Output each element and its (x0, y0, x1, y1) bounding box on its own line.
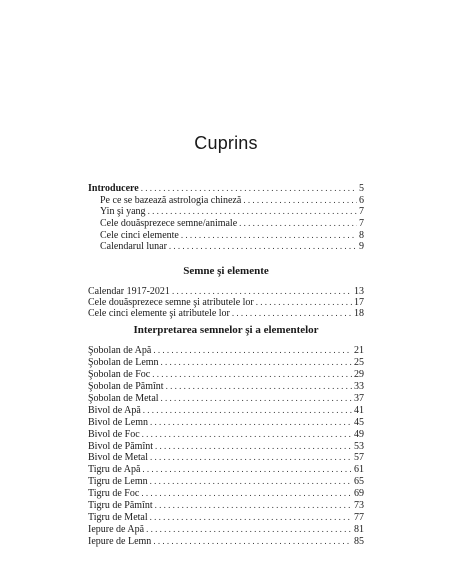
leader-dots (150, 476, 352, 488)
toc-entry-label: Şobolan de Foc (88, 368, 151, 380)
toc-entry-label: Yin şi yang (100, 206, 146, 218)
toc-entry (88, 452, 364, 464)
leader-dots (150, 512, 352, 524)
toc-entry-page: 65 (354, 476, 364, 488)
toc-entry-label: Cele cinci elemente şi atributele lor (88, 308, 230, 320)
toc-entry-page: 77 (354, 512, 364, 524)
toc-entry (88, 500, 364, 512)
toc-entry-page: 6 (359, 194, 364, 206)
toc-entry-page: 5 (359, 183, 364, 194)
toc-entry (88, 405, 364, 417)
toc-entry (88, 512, 364, 524)
toc-entry-label: Tigru de Apă (88, 464, 141, 476)
toc-entry-label: Tigru de Pămînt (88, 500, 153, 512)
toc-entry-page: 9 (359, 241, 364, 253)
toc-entry (88, 381, 364, 393)
toc-entry (88, 286, 364, 297)
toc-entry-page: 33 (354, 380, 364, 392)
leader-dots (232, 308, 352, 319)
toc-entry (88, 524, 364, 536)
leader-dots (141, 488, 352, 500)
toc-entry-page: 61 (354, 464, 364, 476)
toc-entry-label: Cele douăsprezece semne şi atributele lor (88, 297, 254, 309)
toc-entry (88, 488, 364, 500)
toc-entry (88, 393, 364, 405)
leader-dots (256, 297, 352, 308)
section-heading-interpretarea: Interpretarea semnelor şi a elementelor (133, 324, 319, 336)
toc-entry-page: 53 (354, 440, 364, 452)
leader-dots (150, 417, 352, 429)
toc-entry-label: Pe ce se bazează astrologia chineză (100, 194, 242, 206)
toc-entry-page: 49 (354, 428, 364, 440)
toc-entry-page: 17 (354, 297, 364, 309)
toc-entry (88, 206, 364, 218)
toc-entry-introduction (88, 183, 364, 195)
toc-entry-page: 8 (359, 229, 364, 241)
leader-dots (143, 405, 352, 417)
leader-dots (146, 524, 352, 536)
toc-entry-page: 45 (354, 416, 364, 428)
toc-entry-label: Tigru de Metal (88, 512, 148, 524)
toc-entry (88, 464, 364, 476)
toc-entry (88, 369, 364, 381)
leader-dots (161, 357, 352, 369)
leader-dots (155, 500, 352, 512)
toc-entry-page: 37 (354, 392, 364, 404)
leader-dots (243, 195, 357, 207)
toc-entry-label: Calendarul lunar (100, 241, 167, 253)
leader-dots (181, 230, 357, 242)
toc-entry (88, 429, 364, 441)
toc-entry (88, 441, 364, 453)
toc-entry-label: Bivol de Apă (88, 404, 141, 416)
toc-entry-label: Iepure de Apă (88, 524, 145, 536)
toc-section-interpretarea (88, 345, 364, 548)
toc-entry (88, 536, 364, 548)
toc-entry-label: Cele douăsprezece semne/animale (100, 218, 238, 230)
toc-entry-label: Cele cinci elemente (100, 229, 179, 241)
leader-dots (148, 206, 357, 218)
toc-entry-label: Bivol de Foc (88, 428, 140, 440)
toc-entry-page: 69 (354, 488, 364, 500)
toc-entry (88, 357, 364, 369)
toc-entry (88, 241, 364, 253)
leader-dots (150, 452, 352, 464)
toc-entry (88, 195, 364, 207)
toc-entry-label: Bivol de Metal (88, 452, 148, 464)
leader-dots (153, 536, 352, 548)
toc-entry-label: Calendar 1917-2021 (88, 286, 170, 297)
leader-dots (141, 183, 357, 195)
toc-entry-page: 21 (354, 345, 364, 356)
toc-entry-page: 13 (354, 286, 364, 297)
leader-dots (239, 218, 357, 230)
leader-dots (153, 345, 352, 357)
toc-entry (88, 345, 364, 357)
toc-entry-label: Tigru de Foc (88, 488, 140, 500)
toc-entry-page: 81 (354, 524, 364, 536)
toc-section-semne (88, 286, 364, 320)
leader-dots (152, 369, 352, 381)
toc-entry-label: Iepure de Lemn (88, 536, 152, 547)
toc-entry-label: Bivol de Lemn (88, 416, 148, 428)
toc-entry-page: 7 (359, 206, 364, 218)
toc-entry-page: 29 (354, 368, 364, 380)
page-title: Cuprins (194, 133, 258, 153)
section-heading-semne: Semne şi elemente (183, 265, 269, 277)
toc-entry (88, 476, 364, 488)
toc-entry (88, 218, 364, 230)
toc-entry (88, 230, 364, 242)
toc-entry-label: Şobolan de Metal (88, 392, 159, 404)
toc-entry-label: Şobolan de Apă (88, 345, 152, 356)
leader-dots (161, 393, 352, 405)
toc-introduction (88, 183, 364, 253)
leader-dots (155, 441, 352, 453)
toc-entry (88, 308, 364, 319)
toc-entry-page: 41 (354, 404, 364, 416)
toc-entry-label: Tigru de Lemn (88, 476, 148, 488)
toc-entry-page: 85 (354, 536, 364, 547)
toc-entry-page: 73 (354, 500, 364, 512)
leader-dots (142, 429, 352, 441)
toc-entry (88, 417, 364, 429)
toc-entry-page: 7 (359, 218, 364, 230)
leader-dots (169, 241, 357, 253)
toc-entry-label: Bivol de Pămînt (88, 440, 153, 452)
leader-dots (142, 464, 352, 476)
toc-entry-label: Şobolan de Lemn (88, 356, 159, 368)
toc-entry-label: Şobolan de Pămînt (88, 380, 164, 392)
toc-entry-page: 25 (354, 356, 364, 368)
toc-entry (88, 297, 364, 308)
leader-dots (172, 286, 352, 297)
toc-entry-page: 18 (354, 308, 364, 320)
toc-entry-page: 57 (354, 452, 364, 464)
toc-entry-label: Introducere (88, 183, 139, 194)
leader-dots (166, 381, 352, 393)
